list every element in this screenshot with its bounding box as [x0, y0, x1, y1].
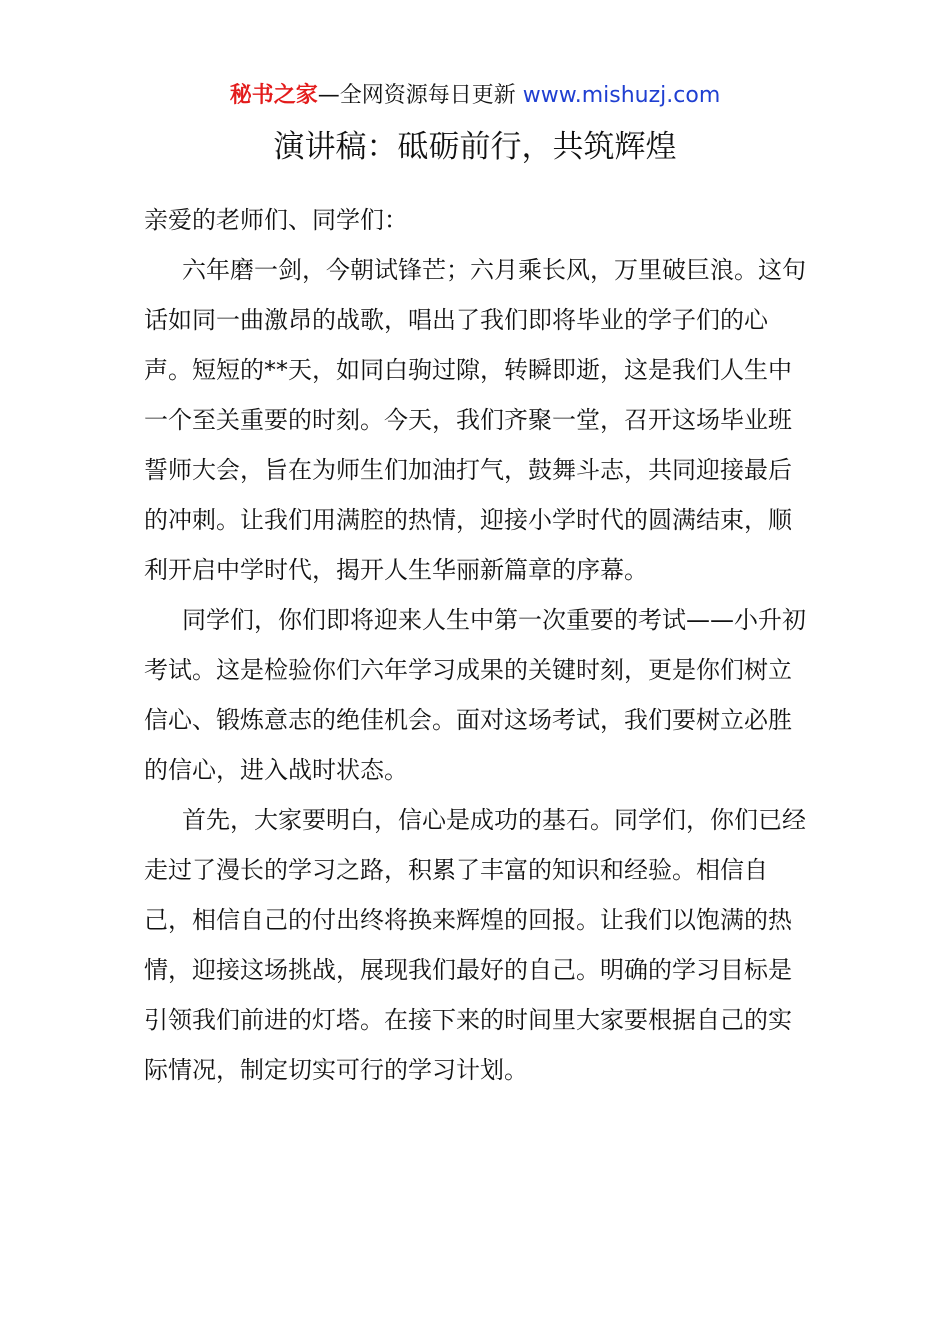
document-title: 演讲稿：砥砺前行，共筑辉煌 — [273, 129, 677, 165]
header-tagline: —全网资源每日更新 — [317, 83, 523, 108]
paragraph-2: 同学们，你们即将迎来人生中第一次重要的考试——小升初考试。这是检验你们六年学习成果的关键时刻，更是你们树立信心、锻炼意志的绝佳机会。面对这场考试，我们要树立必胜的信心，进入战时状态。 — [144, 606, 806, 784]
brand-name: 秘书之家 — [229, 83, 318, 108]
site-url-link[interactable]: www.mishuzj.com — [522, 83, 721, 108]
site-header — [0, 80, 950, 112]
paragraph-3: 首先，大家要明白，信心是成功的基石。同学们，你们已经走过了漫长的学习之路，积累了丰富的知识和经验。相信自己，相信自己的付出终将换来辉煌的回报。让我们以饱满的热情，迎接这场挑战，展现我们最好的自己。明确的学习目标是引领我们前进的灯塔。在接下来的时间里大家要根据自己的实际情况，制定切实可行的学习计划。 — [144, 806, 806, 1084]
paragraph-1: 六年磨一剑，今朝试锋芒；六月乘长风，万里破巨浪。这句话如同一曲激昂的战歌，唱出了我们即将毕业的学子们的心声。短短的**天，如同白驹过隙，转瞬即逝，这是我们人生中一个至关重要的时刻。今天，我们齐聚一堂，召开这场毕业班誓师大会，旨在为师生们加油打气，鼓舞斗志，共同迎接最后的冲刺。让我们用满腔的热情，迎接小学时代的圆满结束，顺利开启中学时代，揭开人生华丽新篇章的序幕。 — [144, 256, 806, 584]
speech-body — [144, 195, 808, 1095]
salutation: 亲爱的老师们、同学们： — [144, 206, 408, 234]
